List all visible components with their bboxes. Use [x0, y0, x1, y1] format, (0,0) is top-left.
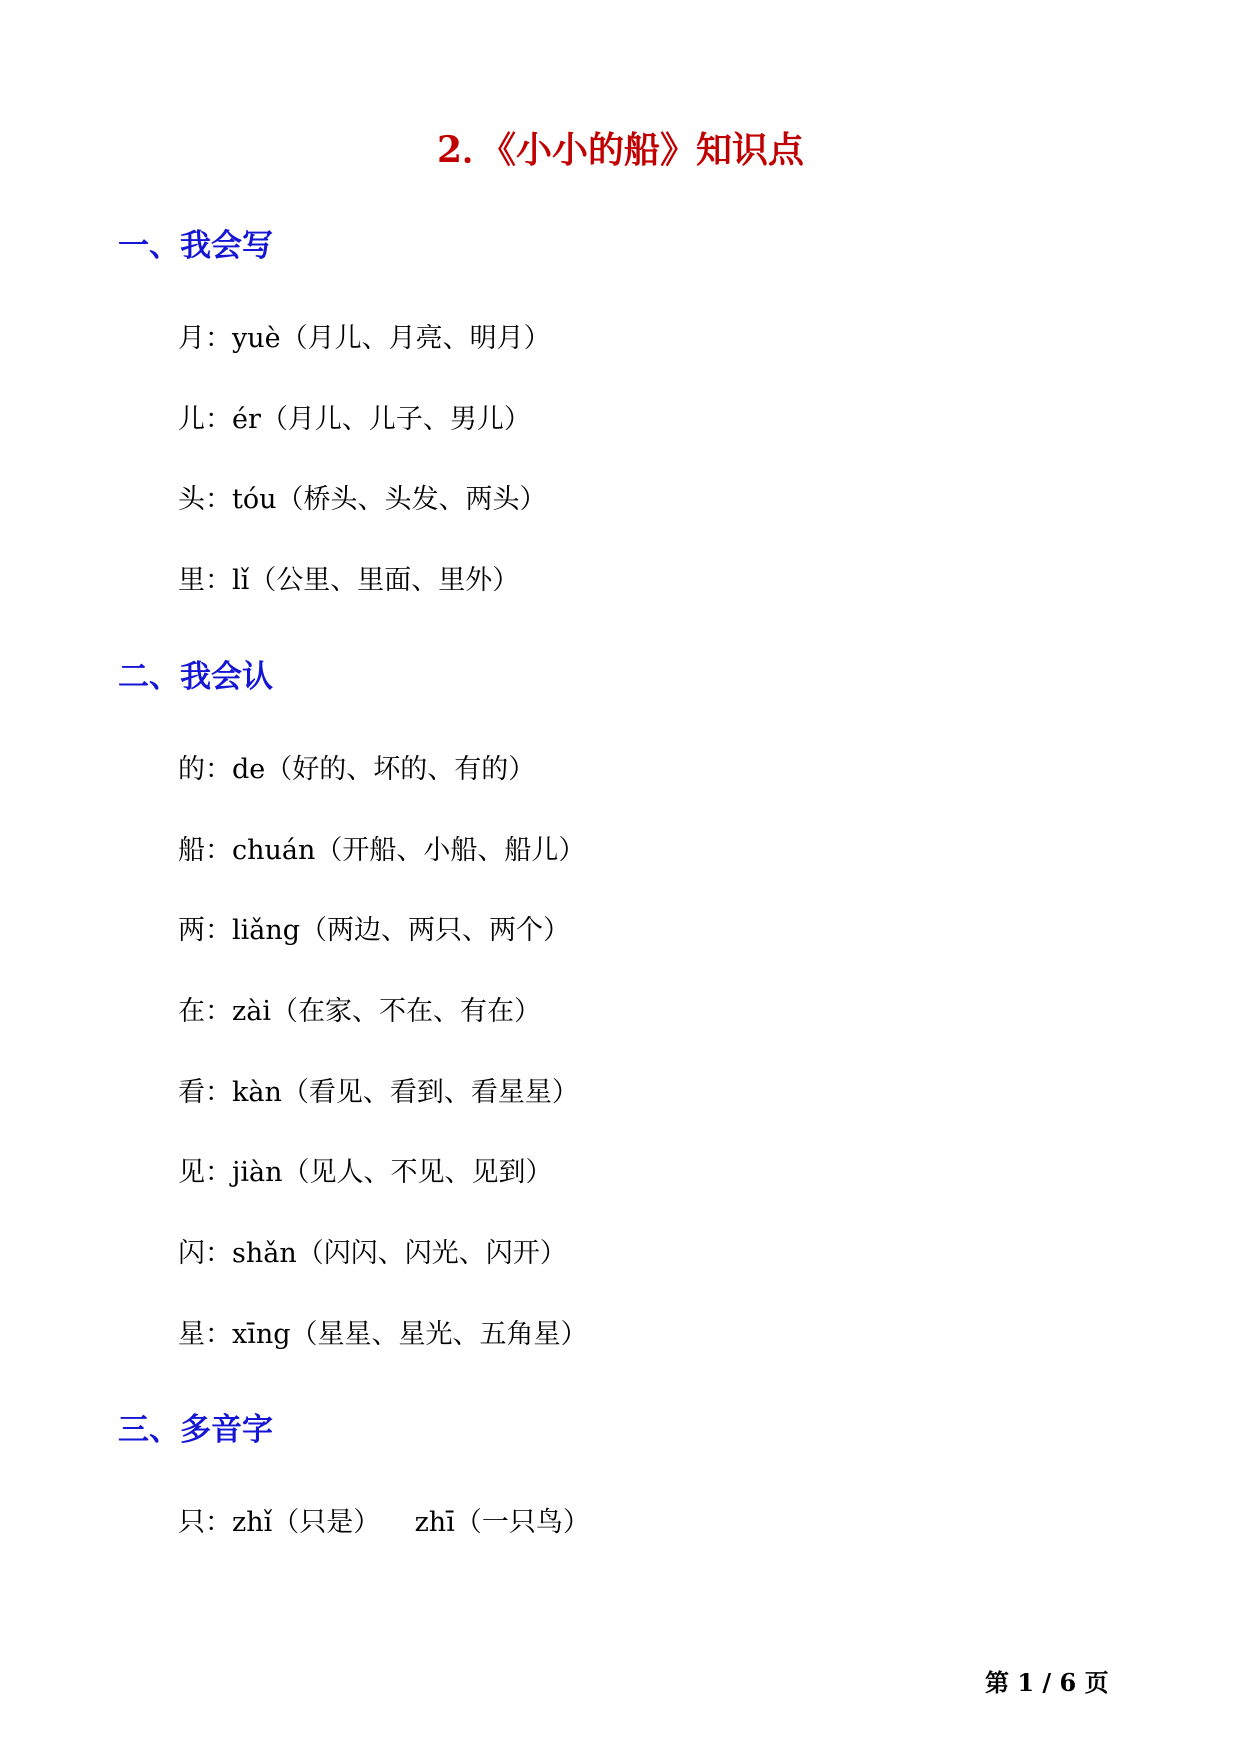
page-number: 第 1 / 6 页 [985, 1668, 1109, 1697]
section-heading-recognize: 二、我会认 [118, 659, 273, 695]
page-title: 2．《小小的船》知识点 [436, 129, 805, 171]
list-item: 在：zài（在家、不在、有在） [178, 996, 541, 1027]
list-item: 船：chuán（开船、小船、船儿） [178, 835, 586, 866]
list-item: 两：liǎng（两边、两只、两个） [178, 915, 571, 946]
section-heading-write: 一、我会写 [118, 228, 273, 264]
list-item: 闪：shǎn（闪闪、闪光、闪开） [178, 1238, 567, 1269]
list-item: 儿：ér（月儿、儿子、男儿） [178, 404, 531, 435]
list-item: 星：xīng（星星、星光、五角星） [178, 1319, 588, 1350]
list-item: 头：tóu（桥头、头发、两头） [178, 484, 547, 515]
list-item: 月：yuè（月儿、月亮、明月） [178, 323, 551, 354]
section-heading-polyphone: 三、多音字 [118, 1412, 273, 1448]
list-item: 的：de（好的、坏的、有的） [178, 754, 536, 785]
list-item: 看：kàn（看见、看到、看星星） [178, 1077, 579, 1108]
list-item: 里：lǐ（公里、里面、里外） [178, 565, 520, 596]
list-item: 见：jiàn（见人、不见、见到） [178, 1157, 553, 1188]
list-item: 只：zhǐ（只是） zhī（一只鸟） [178, 1507, 590, 1538]
